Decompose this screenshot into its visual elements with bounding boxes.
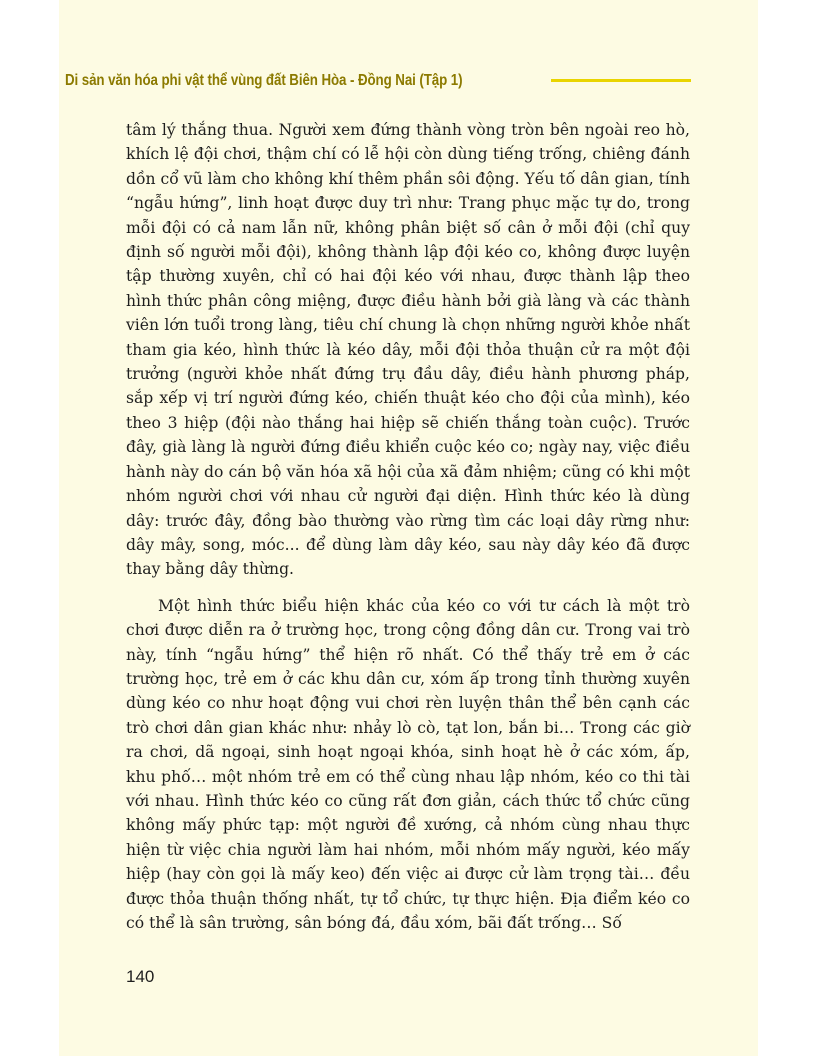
paragraph-continued: tâm lý thắng thua. Người xem đứng thành vòng tròn bên ngoài reo hò, khích lệ đội chơi, thậm chí có lễ hội còn dùng tiếng trống, chiêng đánh dồn cổ vũ làm cho không khí thêm phần sôi động. Yếu tố dân gian, tính “ngẫu hứng”, linh hoạt được duy trì như: Trang phục mặc tự do, trong mỗi đội có cả nam lẫn nữ, không phân biệt số cân ở mỗi đội (chỉ quy định số người mỗi đội), không thành lập đội kéo co, không được luyện tập thường xuyên, chỉ có hai đội kéo với nhau, được thành lập theo hình thức phân công miệng, được điều hành bởi già làng và các thành viên lớn tuổi trong làng, tiêu chí chung là chọn những người khỏe nhất tham gia kéo, hình thức là kéo dây, mỗi đội thỏa thuận cử ra một đội trưởng (người khỏe nhất đứng trụ đầu dây, điều hành phương pháp, sắp xếp vị trí người đứng kéo, chiến thuật kéo cho đội của mình), kéo theo 3 hiệp (đội nào thắng hai hiệp sẽ chiến thắng toàn cuộc). Trước đây, già làng là người đứng điều khiển cuộc kéo co; ngày nay, việc điều hành này do cán bộ văn hóa xã hội của xã đảm nhiệm; cũng có khi một nhóm người chơi với nhau cử người đại diện. Hình thức kéo là dùng dây: trước đây, đồng bào thường vào rừng tìm các loại dây rừng như: dây mây, song, móc... để dùng làm dây kéo, sau này dây kéo đã được thay bằng dây thừng. [126,121,691,579]
body-text [126,118,690,935]
header-rule [551,79,691,82]
page-number: 140 [126,967,155,986]
running-header-title: Di sản văn hóa phi vật thể vùng đất Biên Hòa - Đồng Nai (Tập 1) [65,72,463,89]
running-header [65,68,691,94]
paragraph: Một hình thức biểu hiện khác của kéo co với tư cách là một trò chơi được diễn ra ở trường học, trong cộng đồng dân cư. Trong vai trò này, tính “ngẫu hứng” thể hiện rõ nhất. Có thể thấy trẻ em ở các trường học, trẻ em ở các khu dân cư, xóm ấp trong tỉnh thường xuyên dùng kéo co như hoạt động vui chơi rèn luyện thân thể bên cạnh các trò chơi dân gian khác như: nhảy lò cò, tạt lon, bắn bi… Trong các giờ ra chơi, dã ngoại, sinh hoạt ngoại khóa, sinh hoạt hè ở các xóm, ấp, khu phố… một nhóm trẻ em có thể cùng nhau lập nhóm, kéo co thi tài với nhau. Hình thức kéo co cũng rất đơn giản, cách thức tổ chức cũng không mấy phức tạp: một người đề xướng, cả nhóm cùng nhau thực hiện từ việc chia người làm hai nhóm, mỗi nhóm mấy người, kéo mấy hiệp (hay còn gọi là mấy keo) đến việc ai được cử làm trọng tài… đều được thỏa thuận thống nhất, tự tổ chức, tự thực hiện. Địa điểm kéo co có thể là sân trường, sân bóng đá, đầu xóm, bãi đất trống… Số [126,596,690,932]
